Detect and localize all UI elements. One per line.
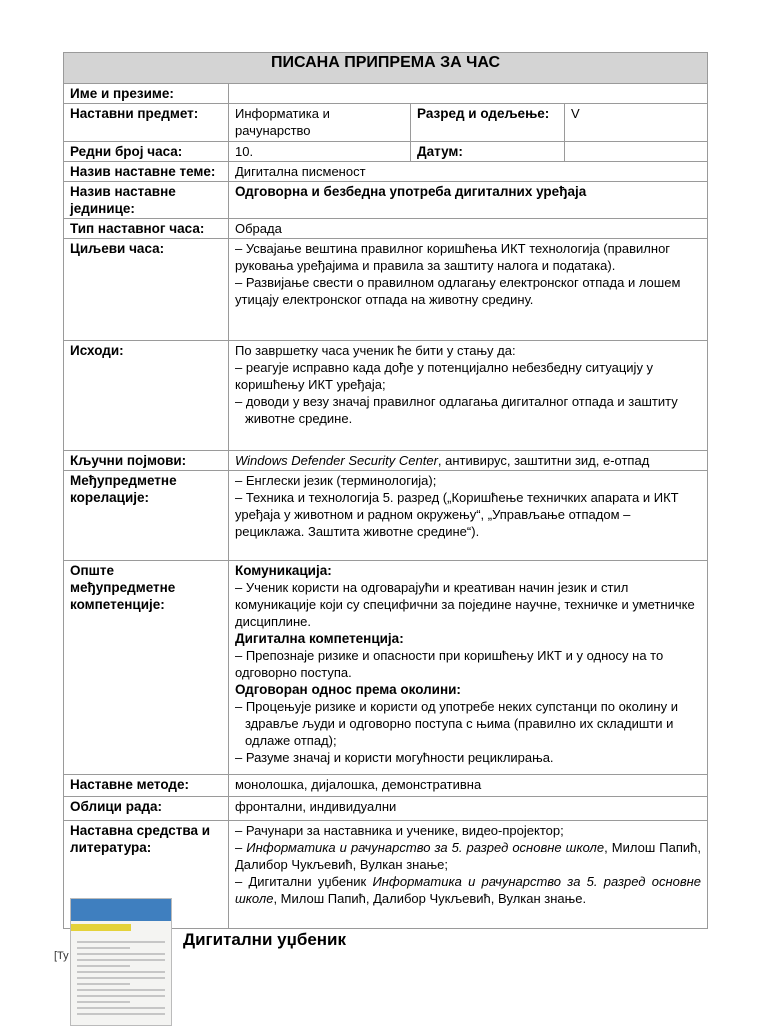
goals-cell	[229, 239, 708, 341]
resource-digital-pre: – Дигитални уџбеник	[235, 874, 373, 889]
resource-digital-title: Информатика и рачунарство за 5. разред основне школе	[235, 874, 702, 906]
subject-value: Информатика и рачунарство	[229, 104, 411, 142]
lesson-type-value: Обрада	[229, 219, 708, 239]
competence-heading: Комуникација:	[235, 563, 332, 578]
unit-value: Одговорна и безбедна употреба дигиталних уређаја	[229, 182, 708, 219]
name-value	[229, 84, 708, 104]
digital-textbook-thumbnail	[70, 898, 172, 1026]
outcomes-cell	[229, 341, 708, 451]
grade-value: V	[565, 104, 708, 142]
lesson-number-value: 10.	[229, 142, 411, 162]
date-label: Датум:	[411, 142, 565, 162]
topic-value: Дигитална писменост	[229, 162, 708, 182]
work-forms-label: Облици рада:	[64, 797, 229, 821]
grade-label: Разред и одељење:	[411, 104, 565, 142]
book-accent-band	[71, 924, 131, 931]
outcome-item: – доводи у везу значај правилног одлагања дигиталног отпада и заштиту животне средине.	[235, 394, 678, 426]
resource-item: – Информатика и рачунарство за 5. разред основне школе, Милош Папић, Далибор Чукљевић, Вулкан знање;	[235, 840, 702, 872]
lesson-type-label: Тип наставног часа:	[64, 219, 229, 239]
page-title: ПИСАНА ПРИПРЕМА ЗА ЧАС	[64, 53, 708, 84]
competence-heading: Дигитална компетенција:	[235, 631, 404, 646]
unit-label: Назив наставне јединице:	[64, 182, 229, 219]
cropped-fragment: [Ту	[54, 950, 69, 962]
digital-textbook-caption: Дигитални уџбеник	[183, 930, 347, 949]
competence-item: – Процењује ризике и користи од употребе неких супстанци по околину и здравље људи и одговорно поступа с њима (правилно их складишти и одлаже отпад);	[235, 699, 678, 748]
resource-digital-rest: , Милош Папић, Далибор Чукљевић, Вулкан знање.	[273, 891, 587, 906]
book-header-band	[71, 899, 171, 921]
correlations-cell	[229, 471, 708, 561]
goals-label: Циљеви часа:	[64, 239, 229, 341]
methods-value: монолошка, дијалошка, демонстративна	[229, 775, 708, 797]
keywords-value	[229, 451, 708, 471]
outcomes-label: Исходи:	[64, 341, 229, 451]
resources-cell	[229, 821, 708, 929]
lesson-plan-table	[63, 52, 708, 929]
competence-item: – Ученик користи на одговарајући и креативан начин језик и стил комуникације који су специфични за поједине научне, техничке и уметничке дисциплине.	[235, 580, 695, 629]
outcomes-intro: По завршетку часа ученик ће бити у стању да:	[235, 343, 516, 358]
book-text-lines	[71, 931, 171, 1025]
competences-label: Опште међупредметне компетенције:	[64, 561, 229, 775]
goal-item: – Развијање свести о правилном одлагању електронског отпада и лошем утицају електронског отпада на животну средину.	[235, 275, 681, 307]
keywords-label: Кључни појмови:	[64, 451, 229, 471]
keywords-italic: Windows Defender Security Center	[235, 453, 438, 468]
competence-heading: Одговоран однос према околини:	[235, 682, 461, 697]
lesson-number-label: Редни број часа:	[64, 142, 229, 162]
keywords-rest: , антивирус, заштитни зид, е-отпад	[437, 453, 650, 468]
topic-label: Назив наставне теме:	[64, 162, 229, 182]
correlation-item: – Енглески језик (терминологија);	[235, 473, 437, 488]
goal-item: – Усвајање вештина правилног коришћења ИКТ технологија (правилног руковања уређајима и правила за заштиту налога и података).	[235, 241, 671, 273]
work-forms-value: фронтални, индивидуални	[229, 797, 708, 821]
resource-book-rest: , Милош Папић, Далибор Чукљевић, Вулкан знање;	[235, 840, 702, 872]
name-label: Име и презиме:	[64, 84, 229, 104]
resource-item	[235, 873, 701, 907]
resources-label: Наставна средства и литература:	[64, 821, 229, 929]
resource-book-title: Информатика и рачунарство за 5. разред основне школе	[246, 840, 605, 855]
resource-item: – Рачунари за наставника и ученике, видео-пројектор;	[235, 823, 564, 838]
correlation-item: – Техника и технологија 5. разред („Коришћење техничких апарата и ИКТ уређаја у животном и радном окружењу“, „Управљање отпадом – рециклажа. Заштита животне средине“).	[235, 490, 679, 539]
competence-item: – Разуме значај и користи могућности рециклирања.	[235, 750, 554, 765]
lesson-plan-sheet	[63, 52, 707, 929]
outcome-item: – реагује исправно када дође у потенцијално небезбедну ситуацију у коришћењу ИКТ уређаја;	[235, 360, 654, 392]
competence-item: – Препознаје ризике и опасности при коришћењу ИКТ и у односу на то одговорно поступа.	[235, 648, 664, 680]
methods-label: Наставне методе:	[64, 775, 229, 797]
subject-label: Наставни предмет:	[64, 104, 229, 142]
correlations-label: Међупредметне корелације:	[64, 471, 229, 561]
competences-cell	[229, 561, 708, 775]
date-value	[565, 142, 708, 162]
